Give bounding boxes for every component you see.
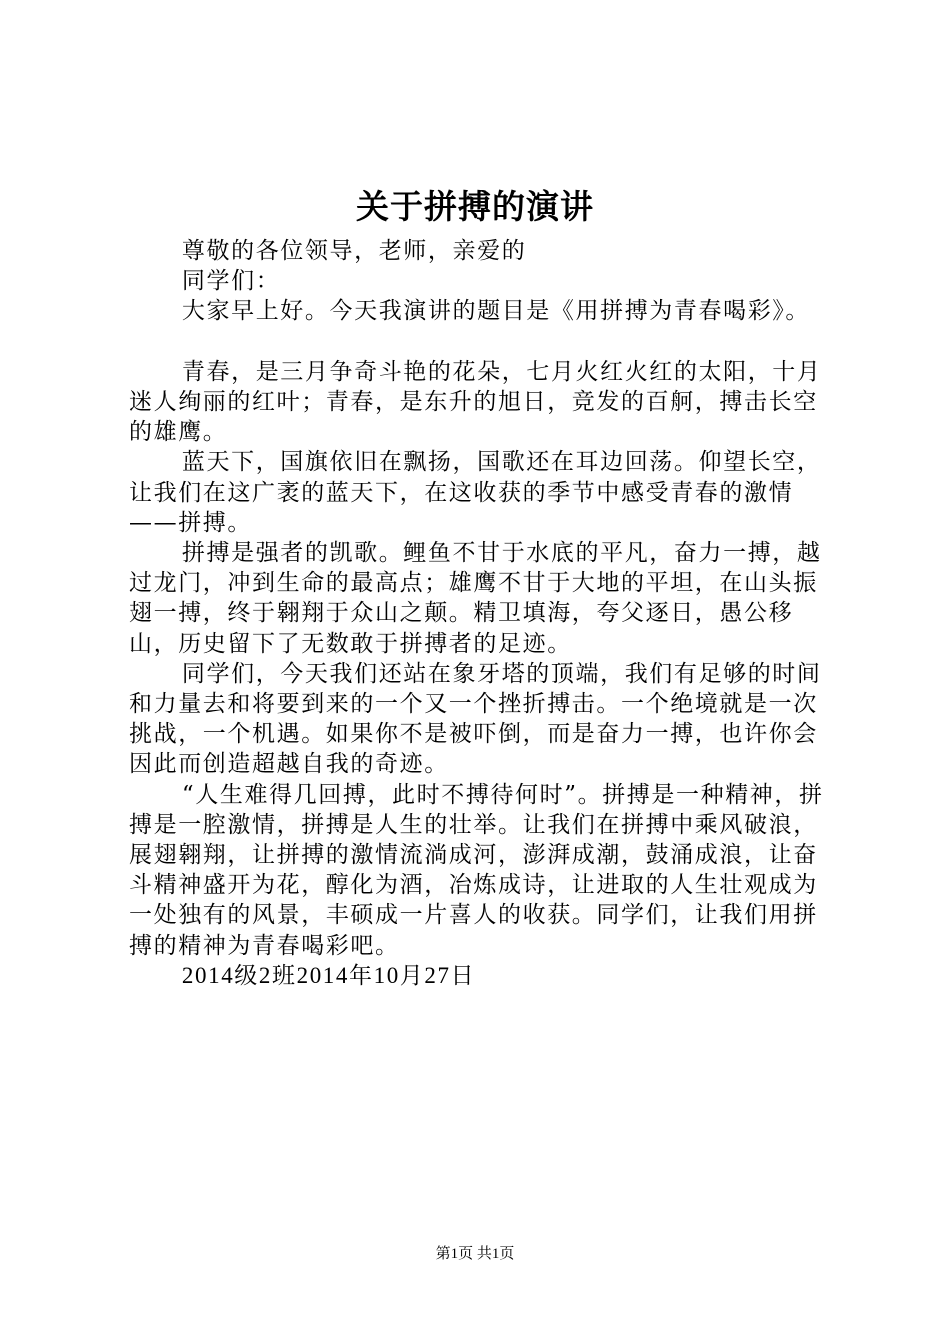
signature-date: 2014级2班2014年10月27日 bbox=[181, 962, 476, 988]
document-title: 关于拼搏的演讲 bbox=[356, 187, 594, 226]
salutation-line-2: 同学们： bbox=[181, 268, 281, 295]
paragraph-blue-sky: 蓝天下，国旗依旧在飘扬，国歌还在耳边回荡。仰望长空，让我们在这广袤的蓝天下，在这收获的季节中感受青春的激情——拼搏。 bbox=[129, 449, 822, 536]
salutation-line-1: 尊敬的各位领导，老师，亲爱的 bbox=[181, 238, 527, 264]
blank-line bbox=[129, 327, 833, 357]
paragraph-strong: 拼搏是强者的凯歌。鲤鱼不甘于水底的平凡，奋力一搏，越过龙门，冲到生命的最高点；雄鹰不甘于大地的平坦，在山头振翅一搏，终于翱翔于众山之颠。精卫填海，夸父逐日，愚公移山，历史留下了无数敢于拼搏者的足迹。 bbox=[129, 540, 822, 657]
paragraph-spirit: “人生难得几回搏，此时不搏待何时”。拼搏是一种精神，拼搏是一腔激情，拼搏是人生的壮举。让我们在拼搏中乘风破浪，展翅翱翔，让拼搏的激情流淌成河，澎湃成潮，鼓涌成浪，让奋斗精神盛开为花，醇化为酒，冶炼成诗，让进取的人生壮观成为一处独有的风景，丰硕成一片喜人的收获。同学们，让我们用拼搏的精神为青春喝彩吧。 bbox=[129, 781, 824, 959]
greeting-paragraph: 大家早上好。今天我演讲的题目是《用拼搏为青春喝彩》。 bbox=[181, 298, 810, 325]
paragraph-youth: 青春，是三月争奇斗艳的花朵，七月火红火红的太阳，十月迷人绚丽的红叶；青春，是东升的旭日，竞发的百舸，搏击长空的雄鹰。 bbox=[129, 358, 822, 446]
document-body bbox=[129, 236, 833, 991]
paragraph-students: 同学们，今天我们还站在象牙塔的顶端，我们有足够的时间和力量去和将要到来的一个又一个挫折搏击。一个绝境就是一次挑战，一个机遇。如果你不是被吓倒，而是奋力一搏，也许你会因此而创造超越自我的奇迹。 bbox=[129, 660, 822, 778]
page-footer: 第1页 共1页 bbox=[435, 1246, 515, 1262]
